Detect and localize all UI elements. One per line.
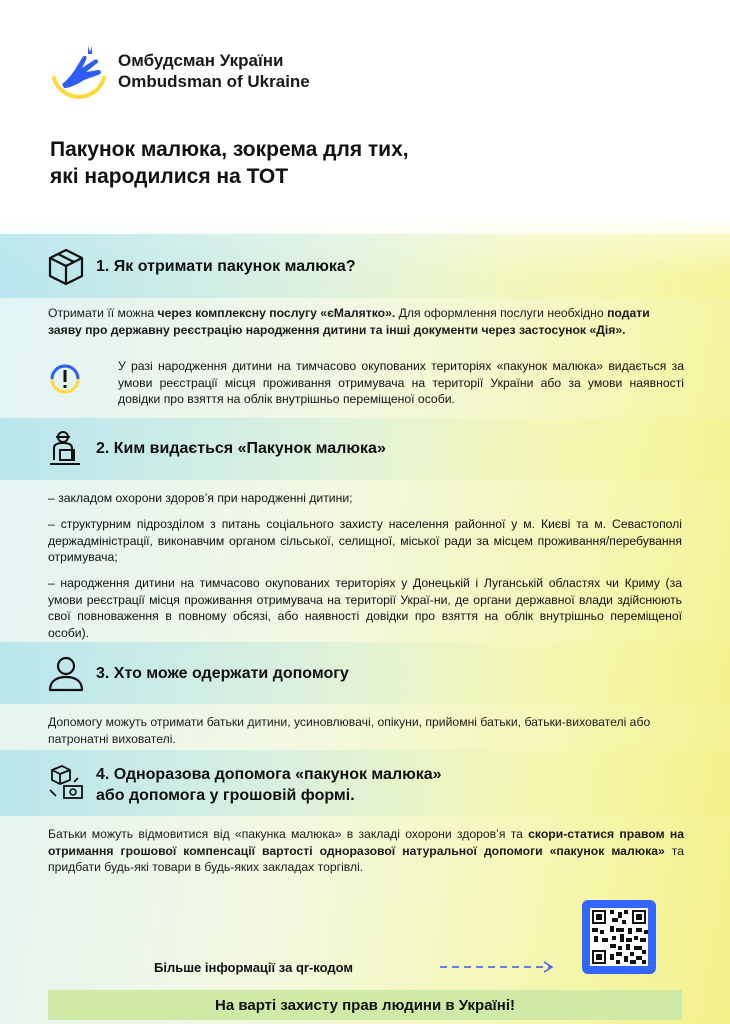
section-2-item: – закладом охорони здоров’я при народженні дитини;	[48, 491, 353, 505]
section-2-header	[0, 418, 730, 480]
more-info-label: Більше інформації за qr-кодом	[154, 960, 354, 975]
s4-text-a: Батьки можуть відмовитися від «пакунка малюка» в закладі охорони здоров’я та	[48, 827, 529, 841]
section-4-paragraph	[48, 826, 684, 876]
logo-name-ua: Омбудсман України	[118, 51, 284, 70]
exclamation-icon	[48, 362, 82, 396]
section-3-paragraph: Допомогу можуть отримати батьки дитини, усиновлювачі, опікуни, прийомні батьки, батьки-вихователі або патронатні вихователі.	[48, 715, 651, 746]
s4-text-c: та придбати будь-які товари в будь-яких закладах торгівлі.	[48, 843, 684, 874]
s1-text-a: Отримати її можна	[48, 306, 158, 320]
section-4-header	[0, 750, 730, 816]
ombudsman-hand-icon	[48, 40, 110, 102]
title-line-2: які народилися на ТОТ	[50, 165, 289, 188]
person-icon	[46, 654, 86, 694]
section-2-title: 2. Ким видається «Пакунок малюка»	[96, 440, 386, 457]
s1-text-b: через комплексну послугу «єМалятко».	[157, 306, 396, 320]
section-4-title	[96, 764, 442, 806]
section-4-title-line-2: або допомога у грошовій формі.	[96, 787, 355, 804]
dashed-arrow-icon	[438, 960, 558, 974]
qr-code[interactable]	[582, 900, 656, 974]
section-4-title-line-1: 4. Одноразова допомога «пакунок малюка»	[96, 766, 442, 783]
title-line-1: Пакунок малюка, зокрема для тих,	[50, 138, 409, 161]
qr-code-icon	[590, 908, 648, 966]
page-title	[50, 136, 570, 190]
section-3-header	[0, 642, 730, 704]
footer-banner: На варті захисту прав людини в Україні!	[48, 990, 682, 1020]
section-1-title: 1. Як отримати пакунок малюка?	[96, 258, 356, 275]
section-1-warning: У разі народження дитини на тимчасово окупованих територіях «пакунок малюка» видається за умови реєстрації місця проживання отримувача на території України або за умови наявності довідки про взяття на облік внутрішньо переміщеної особи.	[118, 359, 684, 406]
section-1-header	[0, 234, 730, 298]
s1-text-c: Для оформлення послуги необхідно	[395, 306, 608, 320]
s4-text-b: скори-статися правом на отримання грошової компенсації вартості одноразової натуральної допомоги «пакунок малюка»	[48, 827, 684, 858]
section-2-item: – народження дитини на тимчасово окупованих територіях у Донецькій і Луганській областях чи Криму (за умови реєстрації місця проживання отримувача на території Украї-ни, де органи державної влади здійснюють свої повноваження в повному обсязі, або наявності довідки про взяття на облік внутрішньо переміщеної особи).	[48, 576, 682, 640]
ombudsman-logo	[48, 40, 310, 102]
section-1-paragraph	[48, 305, 684, 338]
section-3-title: 3. Хто може одержати допомогу	[96, 665, 349, 682]
s1-text-d: подати заяву про державну реєстрацію народження дитини та інші документи через застосунок «Дія».	[48, 306, 650, 337]
section-2-item: – структурним підрозділом з питань соціального захисту населення районної у м. Києві та м. Севастополі держадміністрації, виконавчим органом сільської, селищної, міської ради за місцем проживання/перебування отримувача;	[48, 517, 682, 564]
money-exchange-icon	[46, 764, 86, 804]
logo-name-en: Ombudsman of Ukraine	[118, 72, 310, 91]
courier-icon	[46, 428, 86, 468]
box-icon	[46, 246, 86, 286]
